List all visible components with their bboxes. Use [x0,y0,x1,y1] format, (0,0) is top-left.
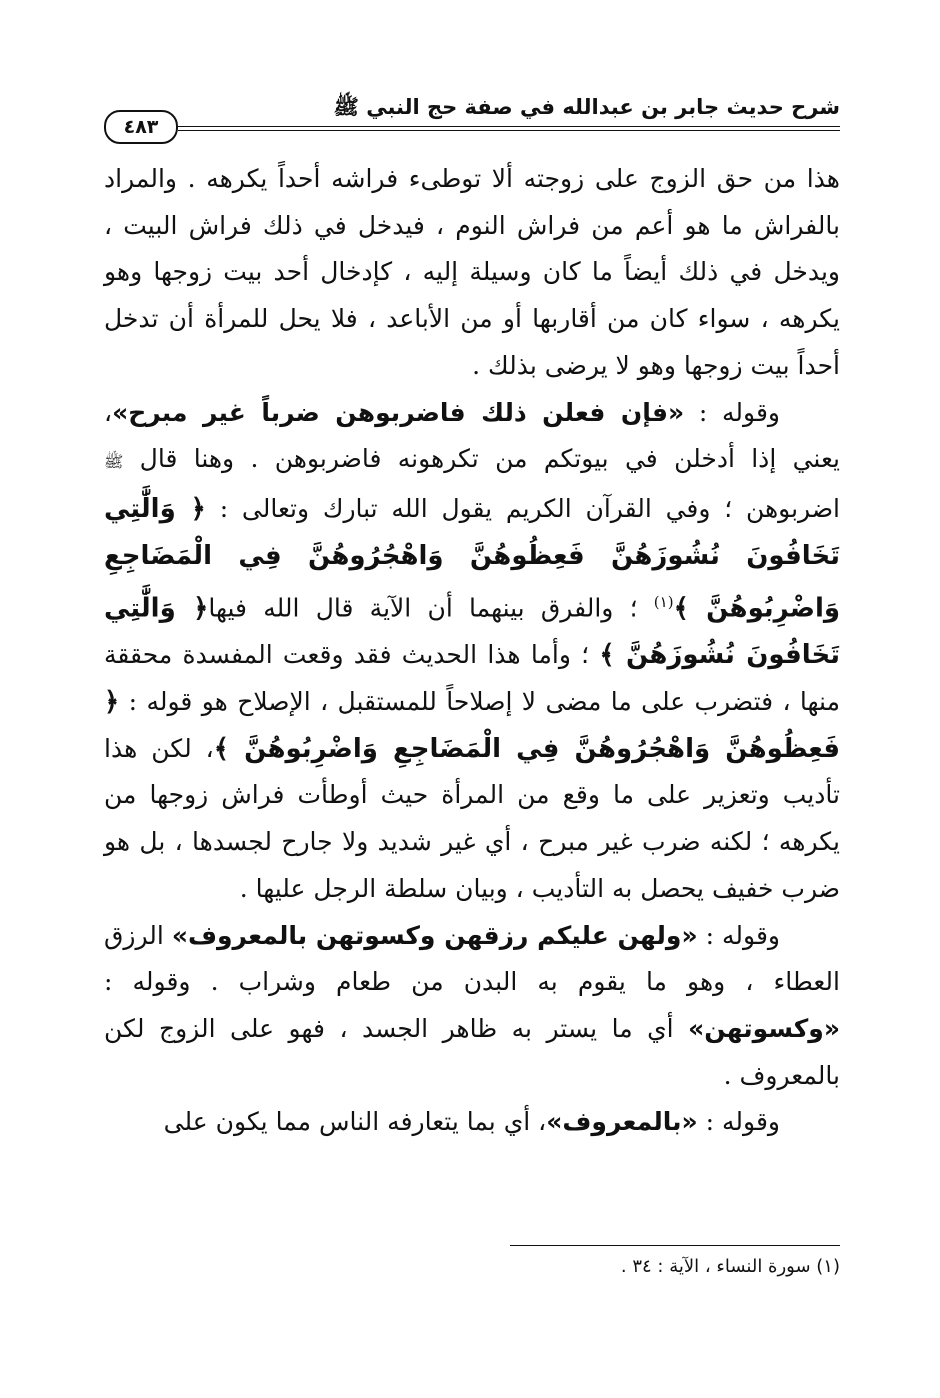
paragraph-2 [104,390,840,913]
running-title: شرح حديث جابر بن عبدالله في صفة حج النبي ﷺ [333,95,840,119]
p2-text-d: ؛ والفرق بينهما أن الآية قال الله فيها [208,593,638,623]
footnote-reference: (١) [653,593,674,612]
body-text [104,156,840,1146]
hadith-quote-strike: «فإن فعلن ذلك فاضربوهن ضرباً غير مبرح» [112,397,685,427]
salawat-glyph: ﷺ [104,452,124,472]
quran-verse-3: ﴿ فَعِظُوهُنَّ وَاهْجُرُوهُنَّ فِي الْمَضَاجِعِ وَاضْرِبُوهُنَّ ﴾ [104,687,840,764]
paragraph-1-text: هذا من حق الزوج على زوجته ألا توطىء فراشه أحداً يكرهه . والمراد بالفراش ما هو أعم من فراش النوم ، فيدخل في ذلك فراش البيت ، ويدخل في ذلك أيضاً ما كان وسيلة إليه ، كإدخال أحد بيت زوجها وهو يكرهه ، سواء كان من أقاربها أو من الأباعد ، فلا يحل للمرأة أن تدخل أحداً بيت زوجها وهو لا يرضى بذلك . [104,164,840,380]
footnote-rule [510,1245,840,1246]
footnote: (١) سورة النساء ، الآية : ٣٤ . [620,1256,840,1277]
quran-verse-2: ﴿ وَالَّٰتِي تَخَافُونَ نُشُوزَهُنَّ ﴾ [104,593,841,671]
p2-text-b: ، يعني إذا أدخلن في بيوتكم من تكرهونه فاضربوهن . وهنا قال [104,397,840,474]
p4-lead: وقوله : [705,1107,780,1137]
quran-verse-1: ﴿ وَالَّٰتِي تَخَافُونَ نُشُوزَهُنَّ فَعِظُوهُنَّ وَاهْجُرُوهُنَّ فِي الْمَضَاجِعِ وَاضْرِبُوهُنَّ ﴾ [104,493,841,624]
header-rule [178,126,840,131]
p3-text-c: أي ما يستر به ظاهر الجسد ، فهو على الزوج لكن بالمعروف . [104,1013,840,1090]
p2-text-f: ، لكن هذا تأديب وتعزير على ما وقع من المرأة حيث أوطأت فراش زوجها من يكرهه ؛ لكنه ضرب غير مبرح ، أي غير شديد ولا جارح لجسدها ، بل هو ضرب خفيف يحصل به التأديب ، وبيان سلطة الرجل عليها . [104,733,840,903]
p4-text-b: ، أي بما يتعارفه الناس مما يكون على [163,1107,547,1137]
p2-text-c: اضربوهن ؛ وفي القرآن الكريم يقول الله تبارك وتعالى : [219,493,841,523]
p3-lead: وقوله : [705,920,780,950]
paragraph-4 [104,1099,840,1146]
paragraph-3 [104,913,840,1100]
paragraph-1 [104,156,840,390]
page-header [104,92,840,136]
page-number: ٤٨٣ [104,110,178,144]
p2-lead: وقوله : [698,397,780,427]
p2-text-e: ؛ وأما هذا الحديث فقد وقعت المفسدة محققة منها ، فتضرب على ما مضى لا إصلاحاً للمستقبل ، الإصلاح هو قوله : [104,640,840,717]
hadith-quote-provision: «ولهن عليكم رزقهن وكسوتهن بالمعروف» [171,920,698,950]
hadith-quote-clothing: «وكسوتهن» [688,1013,840,1043]
hadith-quote-customary: «بالمعروف» [546,1107,698,1137]
p3-text-b: الرزق العطاء ، وهو ما يقوم به البدن من طعام وشراب . وقوله : [104,920,840,997]
